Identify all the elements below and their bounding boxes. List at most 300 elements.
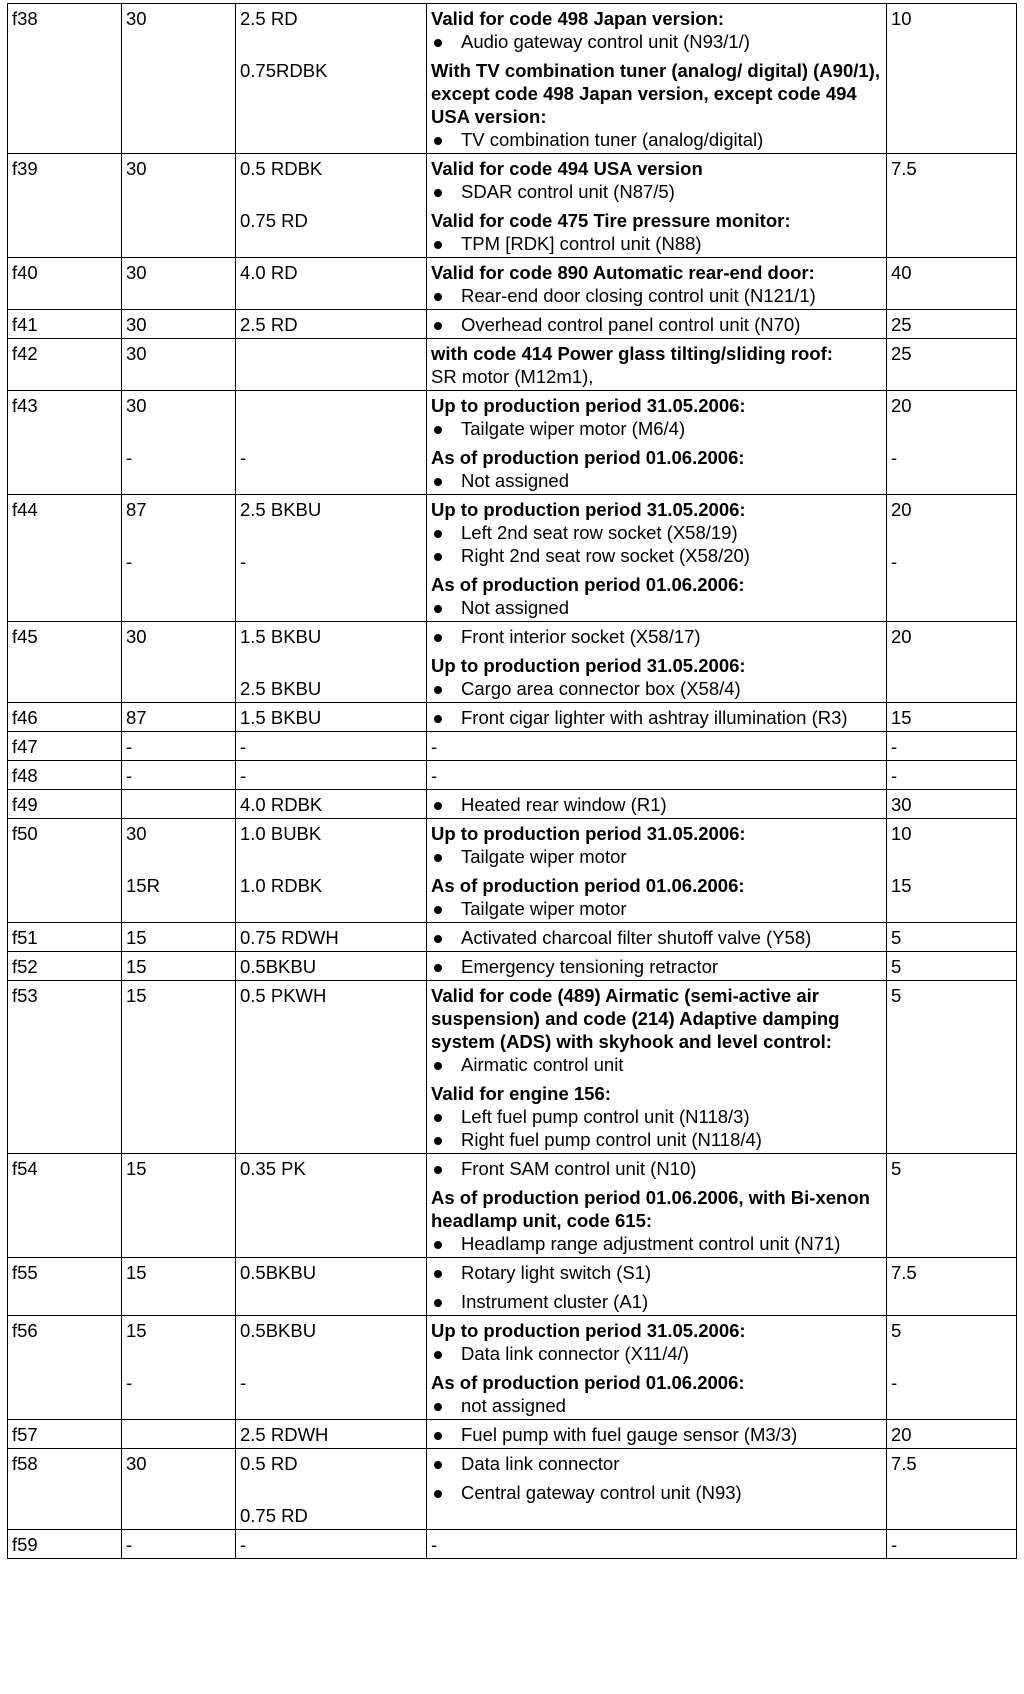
- consumer-cell: [427, 154, 887, 258]
- terminal-value: 15: [126, 1320, 147, 1341]
- amperage-cell: [887, 310, 1017, 339]
- terminal-cell: [122, 1449, 236, 1530]
- consumer-item: Not assigned: [431, 469, 882, 492]
- condition-title: With TV combination tuner (analog/ digital) (A90/1), except code 498 Japan version, except code 494 USA version:: [431, 60, 880, 127]
- wire-cell: [236, 1154, 427, 1258]
- consumer-section: [431, 654, 882, 700]
- consumer-section: [431, 625, 882, 648]
- wire-cell: [236, 981, 427, 1154]
- consumer-item: Tailgate wiper motor: [431, 845, 882, 868]
- fuse-number: f51: [12, 927, 38, 948]
- fuse-number: f44: [12, 499, 38, 520]
- terminal-value: [126, 1423, 231, 1446]
- amperage-value: -: [891, 447, 898, 468]
- wire-value: 0.75RDBK: [240, 60, 328, 81]
- fuse-number-cell: [8, 819, 122, 923]
- wire-value: 1.0 BUBK: [240, 823, 322, 844]
- wire-value: -: [240, 1372, 247, 1393]
- terminal-cell: [122, 1420, 236, 1449]
- condition-title: Up to production period 31.05.2006:: [431, 655, 746, 676]
- consumer-section: [431, 498, 882, 567]
- amperage-cell: [887, 1258, 1017, 1316]
- condition-title: As of production period 01.06.2006:: [431, 875, 745, 896]
- amperage-cell: [887, 732, 1017, 761]
- terminal-value: 87: [126, 707, 147, 728]
- wire-cell: [236, 732, 427, 761]
- amperage-value: -: [891, 1372, 898, 1393]
- fuse-number: f57: [12, 1424, 38, 1445]
- consumer-cell: [427, 761, 887, 790]
- amperage-value: -: [891, 551, 898, 572]
- consumer-item: Front SAM control unit (N10): [431, 1157, 882, 1180]
- consumer-cell: [427, 310, 887, 339]
- wire-value: 0.75 RD: [240, 210, 308, 231]
- amperage-value: 25: [891, 314, 912, 335]
- amperage-value: 20: [891, 1424, 912, 1445]
- wire-value: 0.5BKBU: [240, 1262, 317, 1283]
- consumer-section: [431, 342, 882, 388]
- wire-cell: [236, 1420, 427, 1449]
- terminal-cell: [122, 622, 236, 703]
- consumer-section: [431, 573, 882, 619]
- consumer-cell: [427, 1449, 887, 1530]
- consumer-cell: [427, 622, 887, 703]
- fuse-row-f44: [8, 495, 1017, 622]
- wire-value: 1.5 BKBU: [240, 626, 322, 647]
- consumer-item: Rotary light switch (S1): [431, 1261, 882, 1284]
- fuse-number-cell: [8, 339, 122, 391]
- condition-title: As of production period 01.06.2006, with Bi-xenon headlamp unit, code 615:: [431, 1187, 870, 1231]
- amperage-cell: [887, 154, 1017, 258]
- consumer-cell: [427, 1530, 887, 1559]
- fuse-row-f40: [8, 258, 1017, 310]
- fuse-table: [7, 3, 1017, 1559]
- fuse-number: f55: [12, 1262, 38, 1283]
- fuse-number: f40: [12, 262, 38, 283]
- amperage-cell: [887, 1154, 1017, 1258]
- amperage-cell: [887, 790, 1017, 819]
- wire-value: 2.5 RDWH: [240, 1424, 329, 1445]
- consumer-item: Not assigned: [431, 596, 882, 619]
- consumer-item: Activated charcoal filter shutoff valve (Y58): [431, 926, 882, 949]
- fuse-number: f41: [12, 314, 38, 335]
- fuse-number: f49: [12, 794, 38, 815]
- amperage-value: 5: [891, 1320, 902, 1341]
- terminal-value: 30: [126, 8, 147, 29]
- condition-title: Up to production period 31.05.2006:: [431, 395, 746, 416]
- wire-cell: [236, 622, 427, 703]
- consumer-section: [431, 1423, 882, 1446]
- consumer-cell: [427, 391, 887, 495]
- fuse-number-cell: [8, 1154, 122, 1258]
- consumer-item: Left 2nd seat row socket (X58/19): [431, 521, 882, 544]
- terminal-cell: [122, 790, 236, 819]
- consumer-section: [431, 955, 882, 978]
- amperage-value: 5: [891, 956, 902, 977]
- consumer-item: not assigned: [431, 1394, 882, 1417]
- amperage-value: 7.5: [891, 1453, 917, 1474]
- consumer-item: Airmatic control unit: [431, 1053, 882, 1076]
- amperage-cell: [887, 981, 1017, 1154]
- wire-value: -: [240, 765, 247, 786]
- amperage-cell: [887, 1530, 1017, 1559]
- fuse-number: f42: [12, 343, 38, 364]
- condition-title: Valid for engine 156:: [431, 1083, 611, 1104]
- wire-cell: [236, 923, 427, 952]
- fuse-number-cell: [8, 732, 122, 761]
- consumer-item: Instrument cluster (A1): [431, 1290, 882, 1313]
- terminal-value: -: [126, 1534, 133, 1555]
- fuse-row-f41: [8, 310, 1017, 339]
- consumer-section: [431, 313, 882, 336]
- fuse-row-f55: [8, 1258, 1017, 1316]
- wire-cell: [236, 339, 427, 391]
- consumer-item: Fuel pump with fuel gauge sensor (M3/3): [431, 1423, 882, 1446]
- fuse-row-f47: [8, 732, 1017, 761]
- fuse-number: f59: [12, 1534, 38, 1555]
- terminal-cell: [122, 703, 236, 732]
- amperage-value: 7.5: [891, 1262, 917, 1283]
- fuse-row-f59: [8, 1530, 1017, 1559]
- amperage-cell: [887, 952, 1017, 981]
- fuse-row-f56: [8, 1316, 1017, 1420]
- consumer-item: Right 2nd seat row socket (X58/20): [431, 544, 882, 567]
- amperage-value: 7.5: [891, 158, 917, 179]
- wire-value: 0.75 RD: [240, 1505, 308, 1526]
- wire-value: [240, 342, 422, 365]
- fuse-number-cell: [8, 1449, 122, 1530]
- fuse-row-f54: [8, 1154, 1017, 1258]
- consumer-section: [431, 793, 882, 816]
- amperage-cell: [887, 495, 1017, 622]
- fuse-row-f46: [8, 703, 1017, 732]
- condition-title: Valid for code 890 Automatic rear-end door:: [431, 262, 815, 283]
- amperage-value: 15: [891, 875, 912, 896]
- terminal-value: 15: [126, 1262, 147, 1283]
- wire-value: 0.5BKBU: [240, 1320, 317, 1341]
- consumer-cell: [427, 819, 887, 923]
- wire-cell: [236, 4, 427, 154]
- wire-value: 0.5 RDBK: [240, 158, 323, 179]
- fuse-row-f39: [8, 154, 1017, 258]
- amperage-value: 10: [891, 8, 912, 29]
- fuse-number: f58: [12, 1453, 38, 1474]
- terminal-cell: [122, 4, 236, 154]
- amperage-cell: [887, 1449, 1017, 1530]
- wire-cell: [236, 1316, 427, 1420]
- terminal-cell: [122, 310, 236, 339]
- fuse-row-f38: [8, 4, 1017, 154]
- fuse-number: f43: [12, 395, 38, 416]
- wire-cell: [236, 154, 427, 258]
- fuse-number: f46: [12, 707, 38, 728]
- consumer-item: Overhead control panel control unit (N70): [431, 313, 882, 336]
- amperage-cell: [887, 703, 1017, 732]
- consumer-section: [431, 1319, 882, 1365]
- wire-value: 1.0 RDBK: [240, 875, 323, 896]
- consumer-section: [431, 926, 882, 949]
- terminal-value: -: [126, 1372, 133, 1393]
- terminal-value: 30: [126, 395, 147, 416]
- wire-cell: [236, 1449, 427, 1530]
- wire-value: -: [240, 447, 247, 468]
- fuse-number-cell: [8, 310, 122, 339]
- terminal-value: 15: [126, 927, 147, 948]
- consumer-item: Front cigar lighter with ashtray illumination (R3): [431, 706, 882, 729]
- consumer-cell: [427, 923, 887, 952]
- consumer-section: [431, 1481, 882, 1504]
- wire-value: 4.0 RDBK: [240, 794, 323, 815]
- amperage-value: 15: [891, 707, 912, 728]
- condition-title: Up to production period 31.05.2006:: [431, 499, 746, 520]
- terminal-value: 30: [126, 343, 147, 364]
- terminal-value: 30: [126, 314, 147, 335]
- fuse-number-cell: [8, 1316, 122, 1420]
- consumer-item: SDAR control unit (N87/5): [431, 180, 882, 203]
- consumer-section: [431, 1157, 882, 1180]
- fuse-number: f38: [12, 8, 38, 29]
- fuse-number-cell: [8, 1420, 122, 1449]
- wire-value: 0.5BKBU: [240, 956, 317, 977]
- fuse-table-body: [8, 4, 1017, 1559]
- condition-title: Valid for code 475 Tire pressure monitor:: [431, 210, 791, 231]
- fuse-number-cell: [8, 952, 122, 981]
- fuse-number: f48: [12, 765, 38, 786]
- terminal-cell: [122, 732, 236, 761]
- consumer-section: [431, 209, 882, 255]
- condition-title: Valid for code (489) Airmatic (semi-active air suspension) and code (214) Adaptive damping system (ADS) with skyhook and level control:: [431, 985, 840, 1052]
- amperage-value: 20: [891, 626, 912, 647]
- fuse-number-cell: [8, 4, 122, 154]
- terminal-value: 15R: [126, 875, 160, 896]
- amperage-value: -: [891, 736, 898, 757]
- terminal-cell: [122, 258, 236, 310]
- fuse-row-f53: [8, 981, 1017, 1154]
- fuse-row-f43: [8, 391, 1017, 495]
- amperage-cell: [887, 339, 1017, 391]
- wire-value: 2.5 BKBU: [240, 678, 322, 699]
- consumer-text: -: [431, 1534, 438, 1555]
- terminal-cell: [122, 391, 236, 495]
- amperage-value: 25: [891, 343, 912, 364]
- consumer-cell: [427, 495, 887, 622]
- wire-cell: [236, 703, 427, 732]
- fuse-number-cell: [8, 258, 122, 310]
- consumer-item: Rear-end door closing control unit (N121/1): [431, 284, 882, 307]
- fuse-number-cell: [8, 1530, 122, 1559]
- consumer-cell: [427, 981, 887, 1154]
- amperage-value: -: [891, 765, 898, 786]
- wire-value: 2.5 BKBU: [240, 499, 322, 520]
- terminal-cell: [122, 952, 236, 981]
- consumer-cell: [427, 703, 887, 732]
- wire-value: 0.35 PK: [240, 1158, 306, 1179]
- wire-cell: [236, 1258, 427, 1316]
- wire-value: 2.5 RD: [240, 8, 298, 29]
- fuse-number-cell: [8, 923, 122, 952]
- consumer-section: [431, 822, 882, 868]
- wire-cell: [236, 258, 427, 310]
- fuse-number: f56: [12, 1320, 38, 1341]
- wire-value: [240, 394, 422, 417]
- fuse-row-f51: [8, 923, 1017, 952]
- fuse-number: f39: [12, 158, 38, 179]
- terminal-value: [126, 793, 231, 816]
- amperage-value: 30: [891, 794, 912, 815]
- condition-title: Up to production period 31.05.2006:: [431, 1320, 746, 1341]
- consumer-cell: [427, 790, 887, 819]
- consumer-cell: [427, 952, 887, 981]
- amperage-cell: [887, 4, 1017, 154]
- consumer-item: Right fuel pump control unit (N118/4): [431, 1128, 882, 1151]
- wire-cell: [236, 952, 427, 981]
- wire-value: 2.5 RD: [240, 314, 298, 335]
- condition-title: Valid for code 494 USA version: [431, 158, 703, 179]
- consumer-item: Emergency tensioning retractor: [431, 955, 882, 978]
- fuse-number-cell: [8, 391, 122, 495]
- consumer-cell: [427, 1420, 887, 1449]
- amperage-cell: [887, 923, 1017, 952]
- consumer-cell: [427, 258, 887, 310]
- wire-cell: [236, 495, 427, 622]
- terminal-value: -: [126, 551, 133, 572]
- amperage-cell: [887, 391, 1017, 495]
- consumer-text: SR motor (M12m1),: [431, 366, 594, 387]
- consumer-section: [431, 7, 882, 53]
- consumer-text: -: [431, 765, 438, 786]
- consumer-cell: [427, 339, 887, 391]
- consumer-section: [431, 446, 882, 492]
- fuse-row-f45: [8, 622, 1017, 703]
- condition-title: As of production period 01.06.2006:: [431, 1372, 745, 1393]
- terminal-cell: [122, 923, 236, 952]
- wire-cell: [236, 310, 427, 339]
- consumer-section: [431, 706, 882, 729]
- fuse-row-f57: [8, 1420, 1017, 1449]
- fuse-row-f49: [8, 790, 1017, 819]
- amperage-value: 5: [891, 927, 902, 948]
- terminal-cell: [122, 819, 236, 923]
- condition-title: with code 414 Power glass tilting/sliding roof:: [431, 343, 833, 364]
- consumer-cell: [427, 1154, 887, 1258]
- fuse-number-cell: [8, 761, 122, 790]
- fuse-number: f53: [12, 985, 38, 1006]
- amperage-value: 40: [891, 262, 912, 283]
- consumer-section: [431, 735, 882, 758]
- consumer-item: Left fuel pump control unit (N118/3): [431, 1105, 882, 1128]
- terminal-cell: [122, 981, 236, 1154]
- terminal-value: 30: [126, 626, 147, 647]
- consumer-item: Data link connector (X11/4/): [431, 1342, 882, 1365]
- terminal-cell: [122, 495, 236, 622]
- fuse-number: f45: [12, 626, 38, 647]
- terminal-value: 87: [126, 499, 147, 520]
- wire-value: 0.5 PKWH: [240, 985, 327, 1006]
- fuse-number-cell: [8, 154, 122, 258]
- terminal-value: 15: [126, 956, 147, 977]
- fuse-number-cell: [8, 703, 122, 732]
- consumer-item: Data link connector: [431, 1452, 882, 1475]
- consumer-cell: [427, 1258, 887, 1316]
- consumer-text: -: [431, 736, 438, 757]
- wire-value: 0.5 RD: [240, 1453, 298, 1474]
- amperage-value: 20: [891, 499, 912, 520]
- consumer-item: TV combination tuner (analog/digital): [431, 128, 882, 151]
- consumer-section: [431, 1261, 882, 1284]
- consumer-item: TPM [RDK] control unit (N88): [431, 232, 882, 255]
- terminal-cell: [122, 761, 236, 790]
- consumer-section: [431, 1533, 882, 1556]
- fuse-number: f50: [12, 823, 38, 844]
- consumer-section: [431, 261, 882, 307]
- consumer-section: [431, 1452, 882, 1475]
- consumer-section: [431, 874, 882, 920]
- amperage-cell: [887, 622, 1017, 703]
- amperage-cell: [887, 819, 1017, 923]
- amperage-value: 20: [891, 395, 912, 416]
- terminal-cell: [122, 339, 236, 391]
- wire-value: -: [240, 551, 247, 572]
- consumer-item: Cargo area connector box (X58/4): [431, 677, 882, 700]
- fuse-number: f52: [12, 956, 38, 977]
- wire-value: 4.0 RD: [240, 262, 298, 283]
- wire-cell: [236, 819, 427, 923]
- terminal-value: 15: [126, 1158, 147, 1179]
- wire-cell: [236, 761, 427, 790]
- consumer-item: Heated rear window (R1): [431, 793, 882, 816]
- consumer-cell: [427, 732, 887, 761]
- consumer-item: Headlamp range adjustment control unit (N71): [431, 1232, 882, 1255]
- fuse-number-cell: [8, 1258, 122, 1316]
- fuse-row-f48: [8, 761, 1017, 790]
- fuse-row-f42: [8, 339, 1017, 391]
- terminal-cell: [122, 154, 236, 258]
- fuse-row-f52: [8, 952, 1017, 981]
- consumer-section: [431, 59, 882, 151]
- amperage-value: 10: [891, 823, 912, 844]
- fuse-row-f58: [8, 1449, 1017, 1530]
- condition-title: Up to production period 31.05.2006:: [431, 823, 746, 844]
- terminal-value: -: [126, 736, 133, 757]
- consumer-item: Tailgate wiper motor (M6/4): [431, 417, 882, 440]
- amperage-cell: [887, 1420, 1017, 1449]
- consumer-section: [431, 1371, 882, 1417]
- terminal-value: 30: [126, 823, 147, 844]
- consumer-cell: [427, 1316, 887, 1420]
- wire-cell: [236, 391, 427, 495]
- consumer-section: [431, 394, 882, 440]
- consumer-section: [431, 984, 882, 1076]
- amperage-cell: [887, 1316, 1017, 1420]
- consumer-section: [431, 1186, 882, 1255]
- amperage-value: 5: [891, 1158, 902, 1179]
- wire-value: 0.75 RDWH: [240, 927, 339, 948]
- fuse-number-cell: [8, 622, 122, 703]
- fuse-number-cell: [8, 981, 122, 1154]
- consumer-section: [431, 764, 882, 787]
- wire-value: -: [240, 736, 247, 757]
- wire-cell: [236, 1530, 427, 1559]
- wire-cell: [236, 790, 427, 819]
- consumer-section: [431, 1290, 882, 1313]
- amperage-value: 5: [891, 985, 902, 1006]
- terminal-value: -: [126, 765, 133, 786]
- terminal-value: 30: [126, 158, 147, 179]
- fuse-row-f50: [8, 819, 1017, 923]
- condition-title: Valid for code 498 Japan version:: [431, 8, 725, 29]
- terminal-value: -: [126, 447, 133, 468]
- terminal-cell: [122, 1530, 236, 1559]
